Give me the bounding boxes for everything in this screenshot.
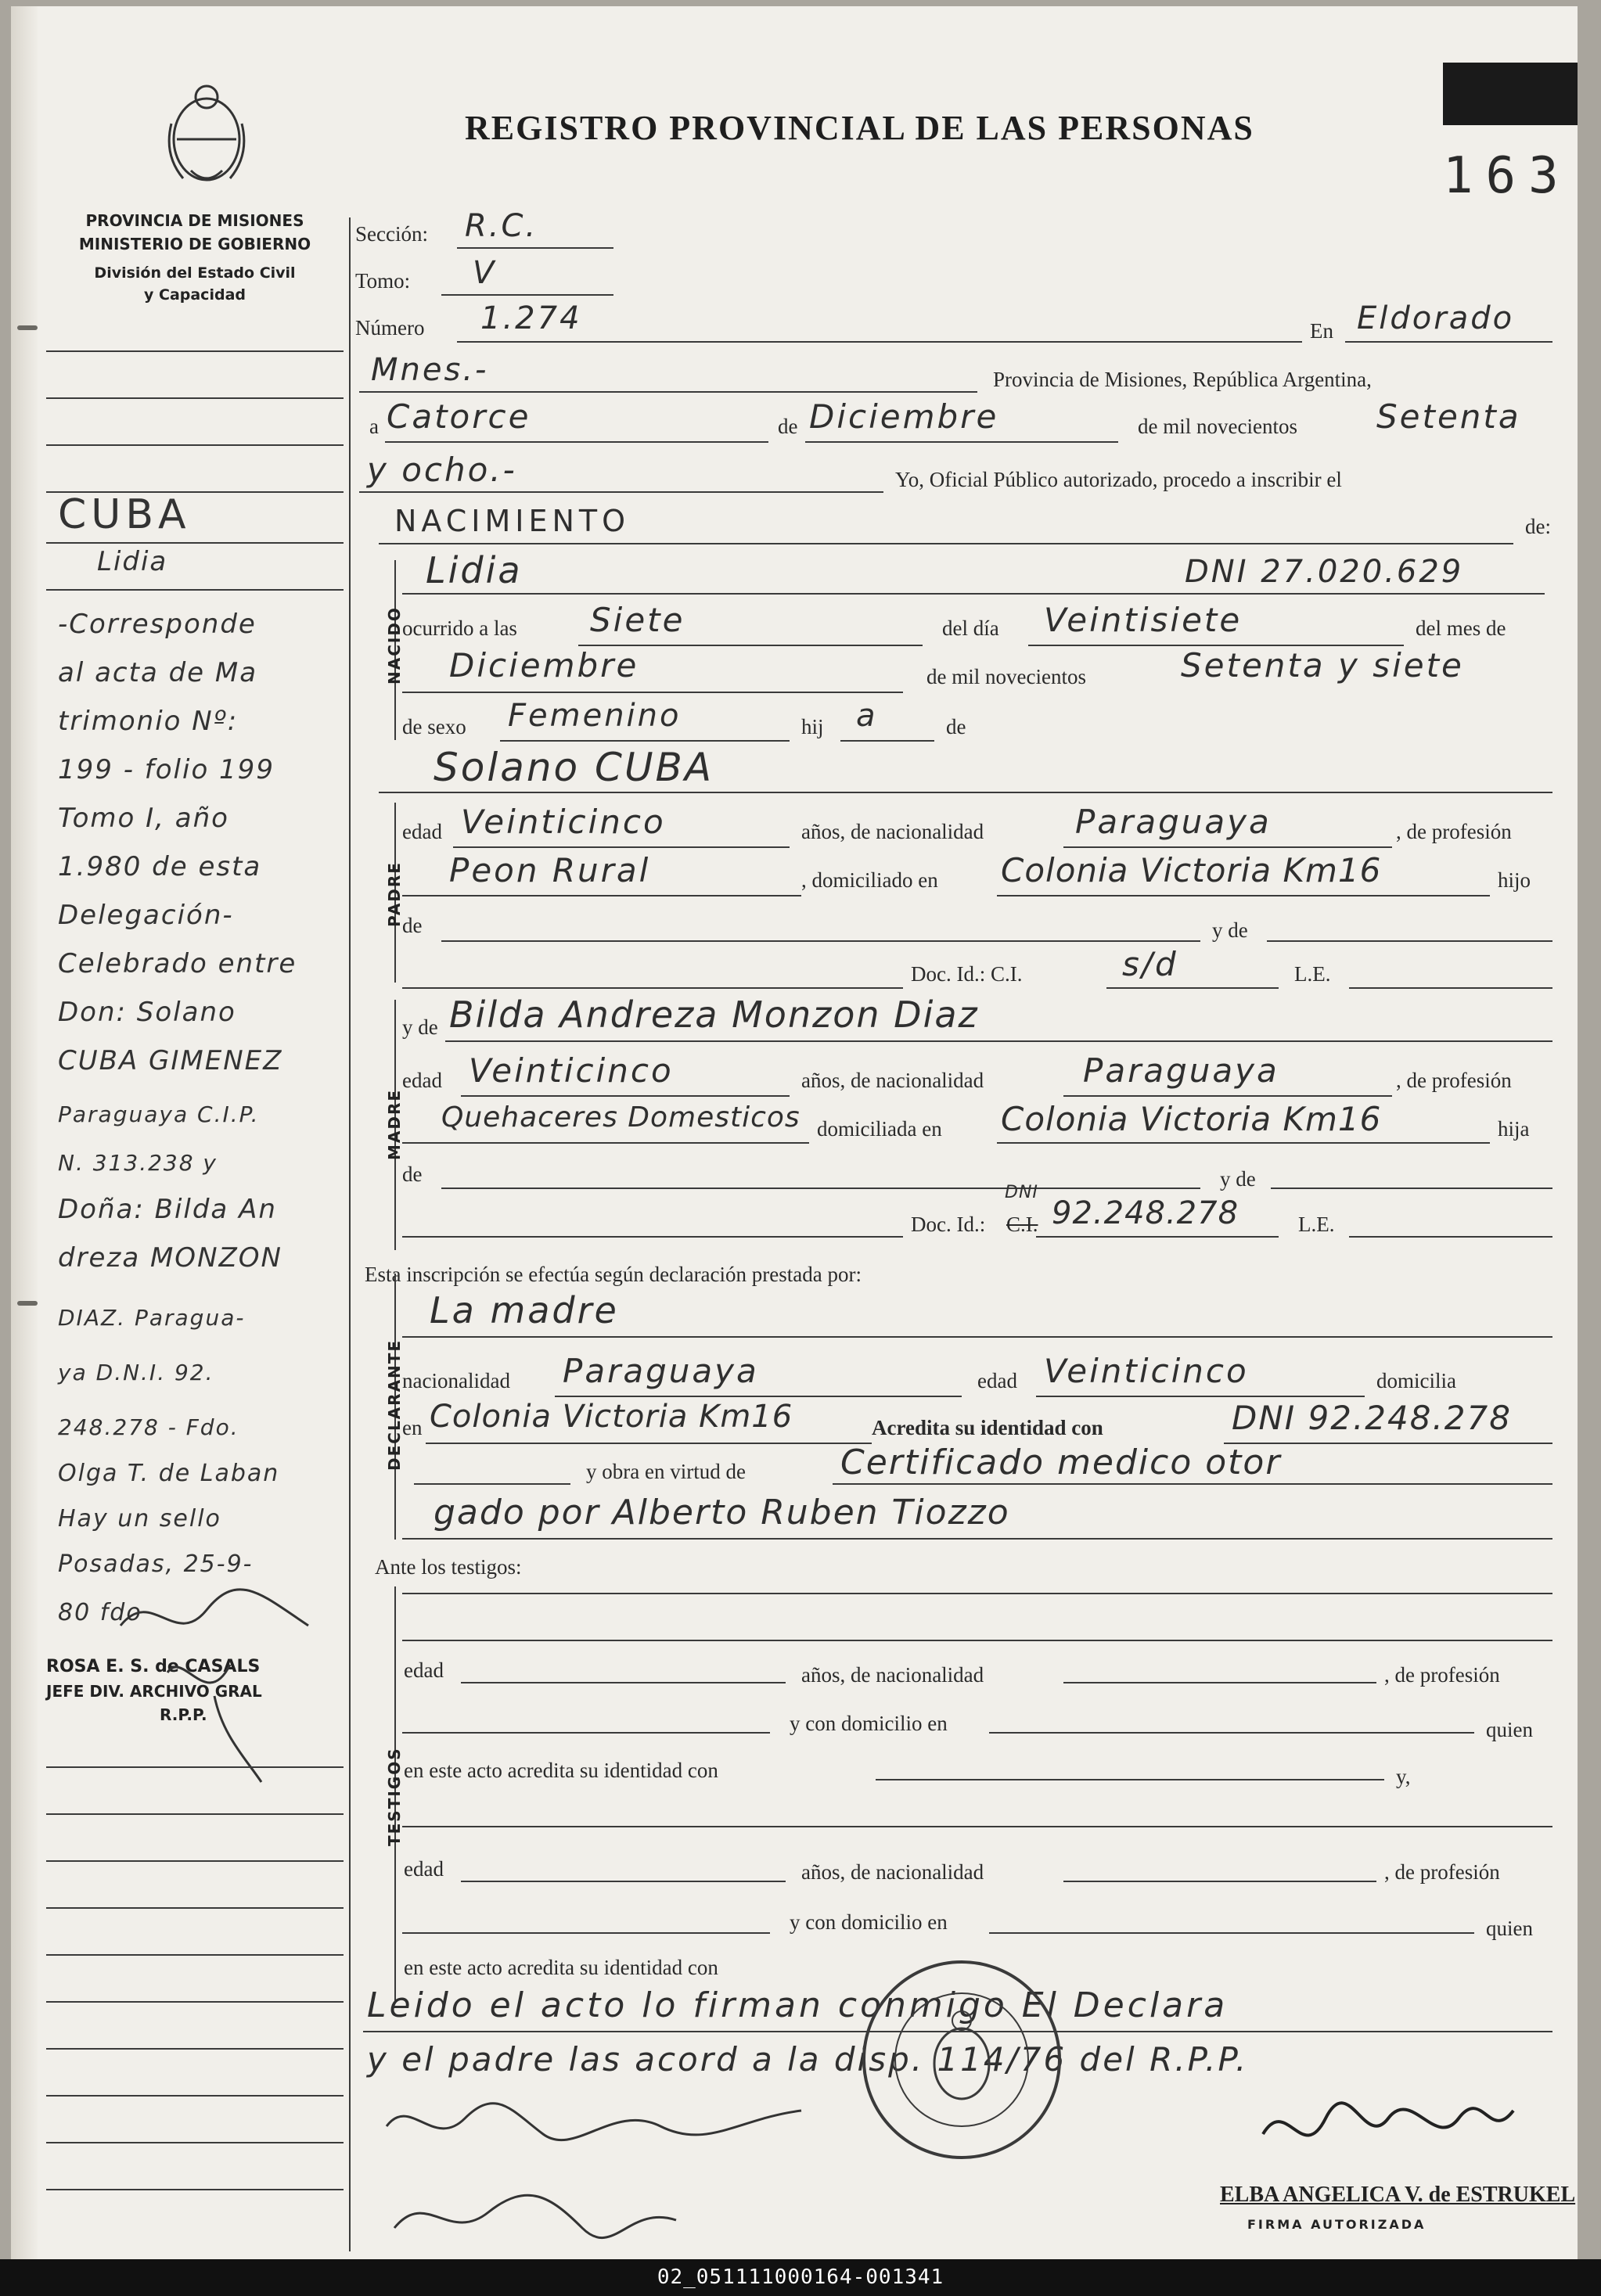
place-rule bbox=[1345, 341, 1552, 343]
testigo2-prof-label: , de profesión bbox=[1384, 1860, 1500, 1884]
margin-rule bbox=[46, 2189, 344, 2190]
margin-rule bbox=[46, 2001, 344, 2003]
padre-edad-label: edad bbox=[402, 820, 442, 843]
margin-line: Celebrado entre bbox=[58, 948, 297, 979]
act-value: NACIMIENTO bbox=[394, 504, 631, 538]
signature-icon bbox=[379, 2079, 817, 2251]
registry-page bbox=[11, 6, 1578, 2259]
birth-year-label: de mil novecientos bbox=[926, 665, 1086, 688]
padre-de-rule bbox=[441, 940, 1200, 942]
testigo2-nac-label: años, de nacionalidad bbox=[801, 1860, 984, 1884]
birth-month-rule bbox=[402, 692, 903, 693]
testigo1-dom-rule bbox=[989, 1732, 1474, 1734]
margin-line: CUBA GIMENEZ bbox=[58, 1045, 283, 1076]
birth-year-value: Setenta y siete bbox=[1181, 646, 1464, 684]
declarante-section-label: DECLARANTE bbox=[385, 1338, 404, 1471]
padre-dom-value: Colonia Victoria Km16 bbox=[1001, 851, 1382, 889]
declarante-who-rule bbox=[402, 1336, 1552, 1338]
dia-label: del día bbox=[942, 616, 999, 640]
testigo2-dom-rule bbox=[989, 1932, 1474, 1934]
margin-stamp-line2: JEFE DIV. ARCHIVO GRAL bbox=[46, 1682, 262, 1701]
day-value: Catorce bbox=[387, 397, 531, 436]
margin-line: Doña: Bilda An bbox=[58, 1194, 277, 1225]
declarante-nac-value: Paraguaya bbox=[563, 1352, 759, 1390]
seccion-label: Sección: bbox=[355, 222, 428, 246]
declarante-who: La madre bbox=[430, 1289, 619, 1331]
declarante-obra-rule-2 bbox=[402, 1538, 1552, 1540]
testigo1-y-label: y, bbox=[1396, 1765, 1411, 1788]
de-colon-label: de: bbox=[1525, 515, 1551, 538]
margin-divider bbox=[349, 217, 351, 2251]
testigo1-acredita-label: en este acto acredita su identidad con bbox=[404, 1759, 718, 1782]
madre-name: Bilda Andreza Monzon Diaz bbox=[449, 993, 979, 1036]
madre-prof-value: Quehaceres Domesticos bbox=[441, 1101, 800, 1134]
madre-prof-label: , de profesión bbox=[1396, 1069, 1512, 1092]
declarante-obra-label: y obra en virtud de bbox=[586, 1460, 746, 1483]
madre-doc-over: DNI bbox=[1005, 1183, 1038, 1202]
closing-line-1: Leido el acto lo firman conmigo El Declara bbox=[367, 1985, 1229, 2025]
padre-hijo-label: hijo bbox=[1498, 868, 1531, 892]
testigo2-rule-a bbox=[402, 1826, 1552, 1827]
padre-dom-label: , domiciliado en bbox=[801, 868, 938, 892]
child-name: Lidia bbox=[426, 549, 523, 591]
declarante-en-label: en bbox=[402, 1416, 423, 1439]
margin-rule bbox=[46, 1813, 344, 1815]
testigo2-edad-rule bbox=[461, 1881, 786, 1882]
padre-prof-label: , de profesión bbox=[1396, 820, 1512, 843]
sexo-label: de sexo bbox=[402, 715, 466, 738]
declarante-edad-value: Veinticinco bbox=[1044, 1352, 1249, 1390]
madre-y-de2-label: y de bbox=[1220, 1167, 1256, 1191]
margin-line: Olga T. de Laban bbox=[58, 1460, 280, 1487]
coat-of-arms-icon bbox=[160, 77, 254, 194]
seccion-rule bbox=[457, 247, 613, 249]
officer-name: ELBA ANGELICA V. de ESTRUKEL bbox=[1220, 2183, 1576, 2207]
de-label: de bbox=[778, 415, 798, 438]
child-dni: DNI 27.020.629 bbox=[1185, 554, 1464, 590]
month-rule bbox=[805, 441, 1118, 443]
testigo1-quien-label: quien bbox=[1486, 1718, 1533, 1741]
hij-de-label: de bbox=[946, 715, 966, 738]
madre-y-de2-rule bbox=[1271, 1188, 1552, 1189]
padre-blank-rule bbox=[402, 987, 903, 989]
officer-caption: FIRMA AUTORIZADA bbox=[1247, 2217, 1427, 2232]
padre-doc-rule bbox=[1106, 987, 1279, 989]
officer-signature-icon bbox=[1255, 2087, 1521, 2173]
province-header: PROVINCIA DE MISIONES bbox=[85, 211, 304, 230]
testigo2-quien-label: quien bbox=[1486, 1917, 1533, 1940]
margin-rule bbox=[46, 1860, 344, 1862]
madre-doc-strike: C.I. bbox=[1006, 1213, 1038, 1236]
margin-rule bbox=[46, 2095, 344, 2097]
madre-edad-label: edad bbox=[402, 1069, 442, 1092]
margin-stamp-line3: R.P.P. bbox=[160, 1705, 207, 1724]
testigo1-prof-label: , de profesión bbox=[1384, 1663, 1500, 1687]
margin-given-name: Lidia bbox=[97, 546, 168, 577]
binder-ring bbox=[17, 1301, 38, 1306]
year-rule-2 bbox=[359, 491, 883, 493]
margin-line: 1.980 de esta bbox=[58, 851, 262, 882]
hij-label: hij bbox=[801, 715, 824, 738]
testigo1-edad-label: edad bbox=[404, 1658, 444, 1682]
padre-dom-rule bbox=[997, 895, 1490, 896]
margin-signature-icon bbox=[105, 1579, 340, 1790]
year-label: de mil novecientos bbox=[1138, 415, 1297, 438]
declarante-obra-value-2: gado por Alberto Ruben Tiozzo bbox=[434, 1493, 1010, 1532]
madre-name-rule bbox=[445, 1040, 1552, 1042]
padre-nac-value: Paraguaya bbox=[1075, 803, 1272, 841]
testigo1-acredita-rule bbox=[876, 1779, 1384, 1780]
madre-doc-label: Doc. Id.: bbox=[911, 1213, 986, 1236]
testigo2-dom-label: y con domicilio en bbox=[790, 1910, 948, 1934]
margin-line: 248.278 - Fdo. bbox=[58, 1414, 239, 1440]
numero-rule bbox=[457, 341, 1302, 343]
margin-line: N. 313.238 y bbox=[58, 1150, 218, 1176]
margin-rule bbox=[46, 1954, 344, 1956]
division-header-1: División del Estado Civil bbox=[94, 264, 296, 282]
declarante-edad-label: edad bbox=[977, 1369, 1017, 1392]
madre-dom-label: domiciliada en bbox=[817, 1117, 942, 1141]
page-number: 163 bbox=[1443, 147, 1571, 205]
binder-ring bbox=[17, 325, 38, 330]
tomo-rule bbox=[441, 294, 613, 296]
en-label: En bbox=[1310, 319, 1333, 343]
father-name-rule bbox=[379, 792, 1552, 793]
margin-line: trimonio Nº: bbox=[58, 706, 239, 737]
padre-le-label: L.E. bbox=[1294, 962, 1331, 986]
madre-doc-value: 92.248.278 bbox=[1052, 1195, 1239, 1231]
nacido-section-label: NACIDO bbox=[385, 606, 404, 684]
year-value: Setenta bbox=[1376, 397, 1521, 436]
padre-le-rule bbox=[1349, 987, 1552, 989]
ministry-header: MINISTERIO DE GOBIERNO bbox=[78, 235, 311, 253]
father-name: Solano CUBA bbox=[434, 745, 714, 790]
margin-surname: CUBA bbox=[58, 491, 191, 538]
child-name-rule bbox=[402, 593, 1545, 595]
declarante-nac-rule bbox=[555, 1396, 962, 1397]
padre-edad-rule bbox=[453, 846, 790, 848]
testigos-section-label: TESTIGOS bbox=[385, 1747, 404, 1846]
margin-line: dreza MONZON bbox=[58, 1242, 282, 1274]
padre-prof-value: Peon Rural bbox=[449, 851, 651, 889]
padre-edad-value: Veinticinco bbox=[461, 803, 666, 841]
sexo-rule bbox=[500, 740, 790, 742]
testigo2-nac-rule bbox=[1063, 1881, 1376, 1882]
madre-doc-rule bbox=[1036, 1236, 1279, 1238]
madre-edad-value: Veinticinco bbox=[469, 1051, 674, 1090]
closing-line-2: y el padre las acord a la disp. 114/76 del R.P.P. bbox=[367, 2040, 1249, 2079]
testigo1-rule-a bbox=[402, 1593, 1552, 1594]
margin-line: Hay un sello bbox=[58, 1505, 221, 1532]
madre-nac-rule bbox=[1063, 1095, 1392, 1097]
padre-section-label: PADRE bbox=[385, 861, 404, 927]
margin-line: 80 fdo bbox=[58, 1599, 142, 1626]
margin-rule bbox=[46, 397, 344, 399]
margin-line: Posadas, 25-9- bbox=[58, 1550, 254, 1578]
official-seal-icon bbox=[856, 1954, 1067, 2165]
division-header-2: y Capacidad bbox=[144, 286, 246, 304]
act-rule bbox=[379, 543, 1513, 544]
declarante-obra-value: Certificado medico otor bbox=[840, 1443, 1282, 1482]
margin-rule bbox=[46, 2048, 344, 2050]
margin-rule bbox=[46, 350, 344, 352]
testigo1-edad-rule bbox=[461, 1682, 786, 1683]
margin-rule bbox=[46, 1907, 344, 1909]
madre-y-de-label: y de bbox=[402, 1015, 438, 1039]
testigo1-nac-rule bbox=[1063, 1682, 1376, 1683]
declarante-dom-label: domicilia bbox=[1376, 1369, 1456, 1392]
declarante-obra-rule bbox=[833, 1483, 1552, 1485]
place-value-2: Mnes.- bbox=[371, 352, 489, 388]
madre-dom-rule bbox=[997, 1142, 1490, 1144]
birth-day-value: Veintisiete bbox=[1044, 601, 1243, 639]
tomo-label: Tomo: bbox=[355, 269, 411, 293]
padre-doc-label: Doc. Id.: C.I. bbox=[911, 962, 1023, 986]
padre-prof-rule bbox=[402, 895, 801, 896]
madre-le-label: L.E. bbox=[1298, 1213, 1335, 1236]
tomo-value: V bbox=[473, 255, 497, 291]
hour-value: Siete bbox=[590, 601, 685, 639]
margin-line: DIAZ. Paragua- bbox=[58, 1305, 246, 1331]
madre-section-label: MADRE bbox=[385, 1088, 404, 1160]
madre-edad-rule bbox=[461, 1095, 790, 1097]
hij-value: a bbox=[856, 698, 878, 734]
declarante-blank-rule bbox=[414, 1483, 570, 1485]
testigo2-edad-label: edad bbox=[404, 1857, 444, 1881]
madre-prof-rule bbox=[402, 1142, 809, 1144]
declarante-acredita-label: Acredita su identidad con bbox=[872, 1416, 1103, 1439]
province-text: Provincia de Misiones, República Argentina, bbox=[993, 368, 1372, 391]
mes-label: del mes de bbox=[1416, 616, 1506, 640]
margin-rule bbox=[46, 444, 344, 446]
seccion-value: R.C. bbox=[465, 208, 538, 244]
officer-text: Yo, Oficial Público autorizado, procedo a inscribir el bbox=[895, 468, 1342, 491]
margin-line: Paraguaya C.I.P. bbox=[58, 1101, 260, 1127]
ocurrido-label: ocurrido a las bbox=[402, 616, 517, 640]
declarante-intro: Esta inscripción se efectúa según declaración prestada por: bbox=[365, 1263, 862, 1286]
margin-line: Don: Solano bbox=[58, 997, 236, 1028]
margin-rule bbox=[46, 589, 344, 591]
month-value: Diciembre bbox=[809, 397, 999, 436]
padre-y-de-label: y de bbox=[1212, 918, 1248, 942]
binding-spine bbox=[11, 6, 38, 2259]
margin-line: ya D.N.I. 92. bbox=[58, 1360, 214, 1385]
margin-line: -Corresponde bbox=[58, 609, 257, 640]
sexo-value: Femenino bbox=[508, 698, 682, 734]
madre-blank-rule bbox=[402, 1236, 903, 1238]
margin-line: Tomo I, año bbox=[58, 803, 229, 834]
padre-nac-rule bbox=[1063, 846, 1392, 848]
margin-rule bbox=[46, 542, 344, 544]
declarante-dom-value: Colonia Victoria Km16 bbox=[430, 1399, 793, 1435]
testigo1-nac-label: años, de nacionalidad bbox=[801, 1663, 984, 1687]
padre-y-de-rule bbox=[1267, 940, 1552, 942]
testigo1-dom-label: y con domicilio en bbox=[790, 1712, 948, 1735]
file-id-footer: 02_051111000164-001341 bbox=[0, 2259, 1601, 2296]
madre-le-rule bbox=[1349, 1236, 1552, 1238]
place-value: Eldorado bbox=[1357, 300, 1515, 336]
testigos-intro: Ante los testigos: bbox=[375, 1555, 522, 1579]
declarante-nac-label: nacionalidad bbox=[402, 1369, 510, 1392]
madre-nac-label: años, de nacionalidad bbox=[801, 1069, 984, 1092]
margin-line: 199 - folio 199 bbox=[58, 754, 275, 785]
margin-rule bbox=[46, 2142, 344, 2143]
padre-nac-label: años, de nacionalidad bbox=[801, 820, 984, 843]
margin-line: Delegación- bbox=[58, 900, 234, 931]
place-rule-2 bbox=[359, 391, 977, 393]
day-rule bbox=[385, 441, 768, 443]
testigo1-prof-rule bbox=[402, 1732, 770, 1734]
margin-stamp-line1: ROSA E. S. de CASALS bbox=[46, 1657, 261, 1676]
madre-de-label: de bbox=[402, 1162, 423, 1186]
birth-month-value: Diciembre bbox=[449, 646, 639, 684]
hij-rule bbox=[840, 740, 934, 742]
madre-hija-label: hija bbox=[1498, 1117, 1530, 1141]
declarante-edad-rule bbox=[1036, 1396, 1365, 1397]
margin-line: al acta de Ma bbox=[58, 657, 258, 688]
a-label: a bbox=[369, 415, 379, 438]
year-value-2: y ocho.- bbox=[367, 451, 517, 489]
declarante-acredita-value: DNI 92.248.278 bbox=[1232, 1399, 1512, 1437]
redaction-box bbox=[1443, 63, 1578, 125]
numero-value: 1.274 bbox=[480, 300, 582, 336]
page-title: REGISTRO PROVINCIAL DE LAS PERSONAS bbox=[465, 109, 1254, 147]
madre-de-rule bbox=[441, 1188, 1200, 1189]
padre-doc-value: s/d bbox=[1122, 945, 1178, 983]
testigo1-rule-b bbox=[402, 1640, 1552, 1641]
testigo2-acredita-label: en este acto acredita su identidad con bbox=[404, 1956, 718, 1979]
padre-de-label: de bbox=[402, 914, 423, 937]
madre-nac-value: Paraguaya bbox=[1083, 1051, 1279, 1090]
declarante-dom-rule bbox=[426, 1443, 872, 1444]
testigo2-prof-rule bbox=[402, 1932, 770, 1934]
numero-label: Número bbox=[355, 316, 425, 340]
madre-dom-value: Colonia Victoria Km16 bbox=[1001, 1100, 1382, 1138]
margin-rule bbox=[46, 1766, 344, 1768]
